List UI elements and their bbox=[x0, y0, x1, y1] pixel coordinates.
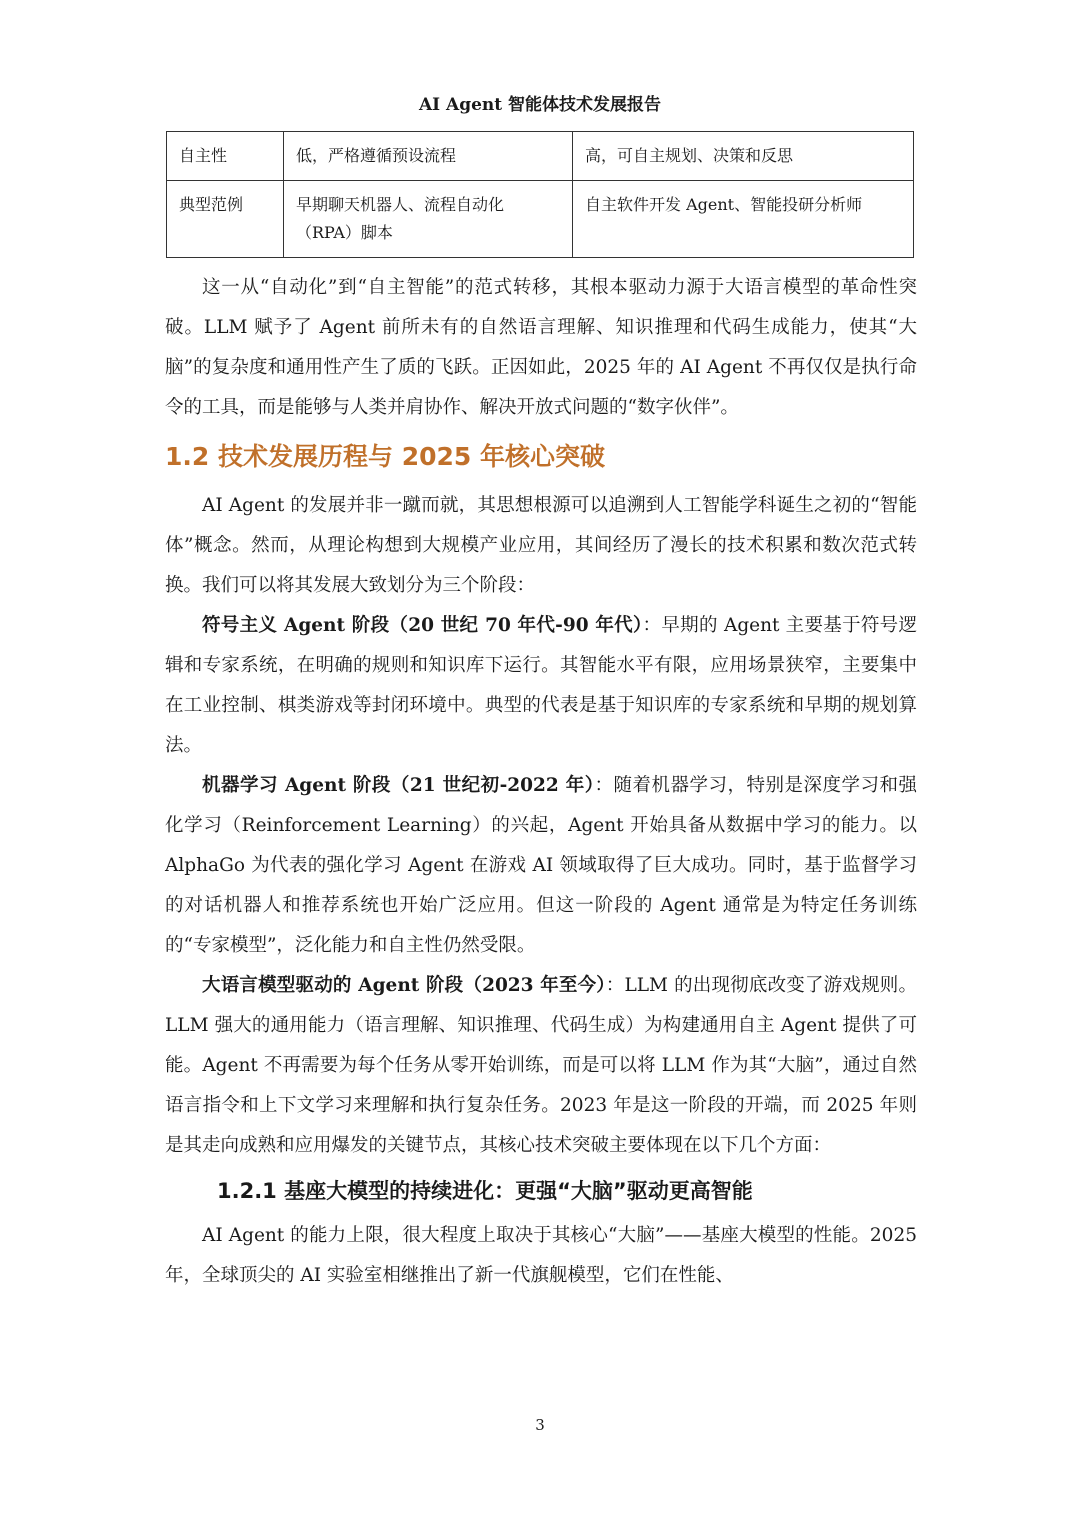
table-row bbox=[167, 181, 914, 258]
table-cell: 自主软件开发 Agent、智能投研分析师 bbox=[573, 181, 914, 258]
table-row bbox=[167, 132, 914, 181]
stage-paragraph-symbolic bbox=[165, 606, 917, 766]
stage-text: ：早期的 Agent 主要基于符号逻辑和专家系统，在明确的规则和知识库下运行。其智能水平有限，应用场景狭窄，主要集中在工业控制、棋类游戏等封闭环境中。典型的代表是基于知识库的专家系统和早期的规划算法。 bbox=[165, 615, 917, 756]
comparison-table bbox=[166, 131, 914, 258]
section-intro-paragraph: AI Agent 的发展并非一蹴而就，其思想根源可以追溯到人工智能学科诞生之初的“智能体”概念。然而，从理论构想到大规模产业应用，其间经历了漫长的技术积累和数次范式转换。我们可以将其发展大致划分为三个阶段： bbox=[165, 495, 917, 596]
table-cell: 典型范例 bbox=[167, 181, 284, 258]
intro-paragraph: 这一从“自动化”到“自主智能”的范式转移，其根本驱动力源于大语言模型的革命性突破。LLM 赋予了 Agent 前所未有的自然语言理解、知识推理和代码生成能力，使其“大脑”的复杂度和通用性产生了质的飞跃。正因如此，2025 年的 AI Agent 不再仅仅是执行命令的工具，而是能够与人类并肩协作、解决开放式问题的“数字伙伴”。 bbox=[165, 277, 917, 418]
table-cell: 自主性 bbox=[167, 132, 284, 181]
page-number: 3 bbox=[535, 1416, 545, 1434]
subsection-heading: 1.2.1 基座大模型的持续进化：更强“大脑”驱动更高智能 bbox=[217, 1179, 753, 1203]
section-heading: 1.2 技术发展历程与 2025 年核心突破 bbox=[165, 442, 605, 471]
body-text bbox=[165, 268, 917, 1296]
subsection-paragraph: AI Agent 的能力上限，很大程度上取决于其核心“大脑”——基座大模型的性能。2025 年，全球顶尖的 AI 实验室相继推出了新一代旗舰模型，它们在性能、 bbox=[165, 1225, 917, 1286]
table-cell: 低，严格遵循预设流程 bbox=[284, 132, 573, 181]
running-header: AI Agent 智能体技术发展报告 bbox=[418, 95, 662, 115]
stage-paragraph-ml bbox=[165, 766, 917, 966]
stage-label: 大语言模型驱动的 Agent 阶段（2023 年至今） bbox=[202, 975, 606, 996]
stage-text: ：随着机器学习，特别是深度学习和强化学习（Reinforcement Learning）的兴起，Agent 开始具备从数据中学习的能力。以 AlphaGo 为代表的强化学习 Agent 在游戏 AI 领域取得了巨大成功。同时，基于监督学习的对话机器人和推荐系统也开始广泛应用。但这一阶段的 Agent 通常是为特定任务训练的“专家模型”，泛化能力和自主性仍然受限。 bbox=[165, 775, 917, 956]
stage-text: ：LLM 的出现彻底改变了游戏规则。LLM 强大的通用能力（语言理解、知识推理、代码生成）为构建通用自主 Agent 提供了可能。Agent 不再需要为每个任务从零开始训练，而是可以将 LLM 作为其“大脑”，通过自然语言指令和上下文学习来理解和执行复杂任务。2023 年是这一阶段的开端，而 2025 年则是其走向成熟和应用爆发的关键节点，其核心技术突破主要体现在以下几个方面： bbox=[165, 975, 917, 1156]
table-cell: 高，可自主规划、决策和反思 bbox=[573, 132, 914, 181]
stage-label: 符号主义 Agent 阶段（20 世纪 70 年代-90 年代） bbox=[202, 615, 643, 636]
table-cell: 早期聊天机器人、流程自动化（RPA）脚本 bbox=[284, 181, 573, 258]
stage-paragraph-llm bbox=[165, 966, 917, 1166]
stage-label: 机器学习 Agent 阶段（21 世纪初-2022 年） bbox=[202, 775, 595, 796]
